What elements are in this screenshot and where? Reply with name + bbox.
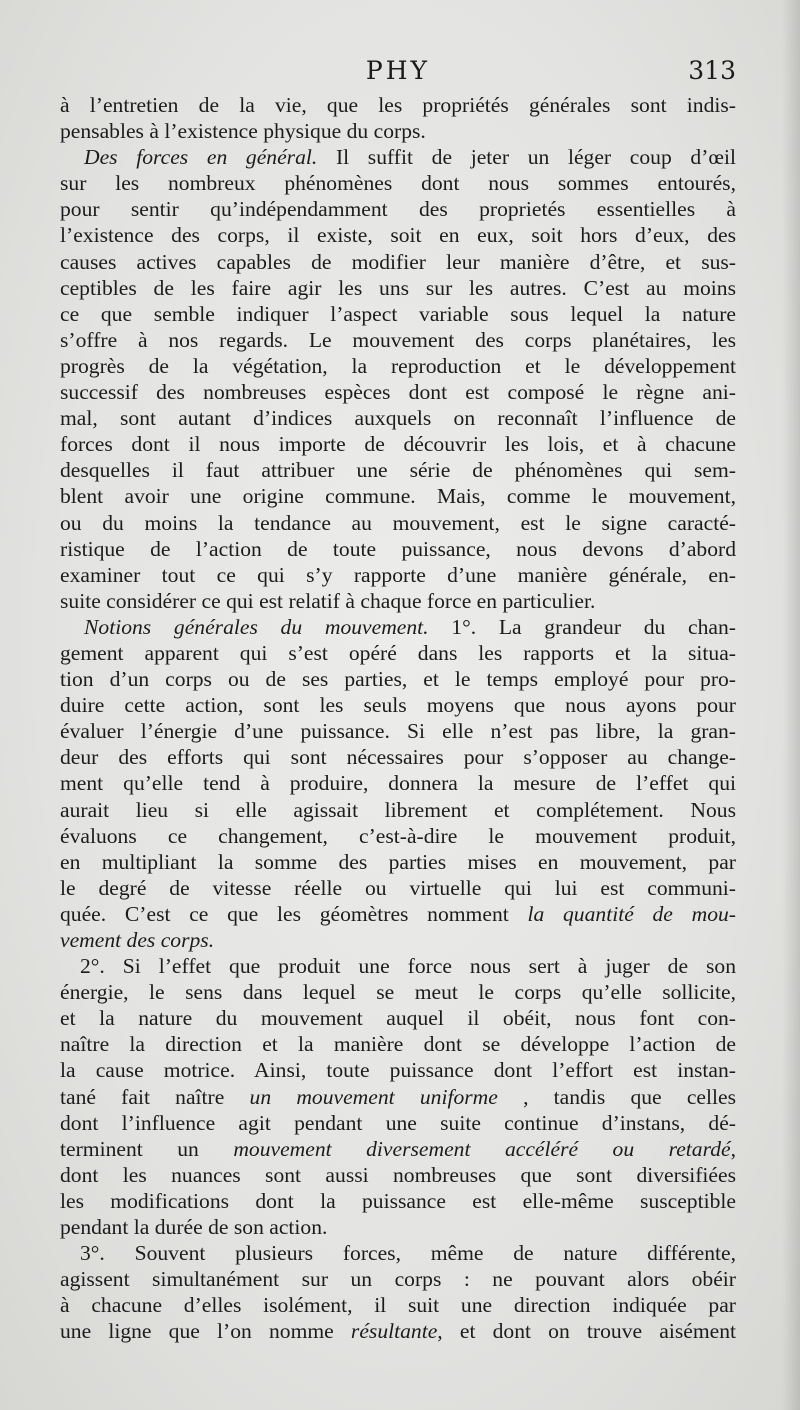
text-line: pensables à l’existence physique du corps.	[60, 119, 426, 144]
text-line	[60, 901, 736, 927]
text-line: énergie, le sens dans lequel se meut le corps qu’elle sollicite,	[60, 980, 736, 1005]
text-line: blent avoir une origine commune. Mais, comme le mouvement,	[60, 484, 736, 509]
text-line: suite considérer ce qui est relatif à chaque force en particulier.	[60, 588, 596, 613]
text-line: la cause motrice. Ainsi, toute puissance dont l’effort est instan-	[60, 1058, 736, 1083]
italic-term-uniforme: un mouvement uniforme	[249, 1084, 498, 1109]
text-line: ce que semble indiquer l’aspect variable sous lequel la nature	[60, 301, 736, 326]
section-heading-notions: Notions générales du mouvement.	[84, 614, 429, 639]
page-number: 313	[688, 56, 736, 85]
text-line: deur des efforts qui sont nécessaires pour s’opposer au change-	[60, 745, 736, 770]
text-line: forces dont il nous importe de découvrir les lois, et à chacune	[60, 432, 736, 457]
text-line: agissent simultanément sur un corps : ne pouvant alors obéir	[60, 1267, 736, 1292]
text-line: s’offre à nos regards. Le mouvement des corps planétaires, les	[60, 327, 736, 352]
text-line: naître la direction et la manière dont se développe l’action de	[60, 1032, 736, 1057]
text-line: dont les nuances sont aussi nombreuses que sont diversifiées	[60, 1162, 736, 1187]
italic-term-quantite: la quantité de mou-	[527, 901, 736, 926]
text-line	[60, 144, 736, 170]
text-run: ,	[730, 1136, 736, 1161]
text-line: examiner tout ce qui s’y rapporte d’une manière générale, en-	[60, 562, 736, 587]
text-line: pendant la durée de son action.	[60, 1215, 328, 1240]
text-run: Il suffit de jeter un léger coup d’œil	[335, 145, 736, 170]
text-line: desquelles il faut attribuer une série de phénomènes qui sem-	[60, 458, 736, 483]
running-head-title: PHY	[365, 56, 431, 85]
text-run: quée. C’est ce que les géomètres nomment	[60, 901, 509, 926]
text-run: , et dont on trouve aisément	[437, 1319, 736, 1344]
text-line: aurait lieu si elle agissait librement et complétement. Nous	[60, 797, 736, 822]
text-line: ceptibles de les faire agir les uns sur les autres. C’est au moins	[60, 275, 736, 300]
text-line: à l’entretien de la vie, que les propriétés générales sont indis-	[60, 93, 736, 117]
text-line: et la nature du mouvement auquel il obéit, nous font con-	[60, 1006, 736, 1031]
text-line: successif des nombreuses espèces dont est composé le règne ani-	[60, 380, 736, 405]
text-line: 2°. Si l’effet que produit une force nous sert à juger de son	[80, 954, 736, 979]
text-line: gement apparent qui s’est opéré dans les rapports et la situa-	[60, 640, 736, 665]
text-line: ment qu’elle tend à produire, donnera la mesure de l’effet qui	[60, 771, 736, 796]
text-run: une ligne que l’on nomme	[60, 1319, 334, 1344]
text-line: en multipliant la somme des parties mises en mouvement, par	[60, 849, 736, 874]
section-heading-forces: Des forces en général.	[84, 145, 318, 170]
text-line: progrès de la végétation, la reproduction et le développement	[60, 353, 736, 378]
text-line: tion d’un corps ou de ses parties, et le temps employé pour pro-	[60, 667, 736, 692]
text-run: , tandis que celles	[523, 1084, 736, 1109]
italic-term-diversement: mouvement diversement accéléré ou retardé	[233, 1136, 731, 1161]
text-line: évaluons ce changement, c’est-à-dire le mouvement produit,	[60, 823, 736, 848]
text-line	[60, 1136, 736, 1162]
text-line: à chacune d’elles isolément, il suit une direction indiquée par	[60, 1293, 736, 1318]
text-line: le degré de vitesse réelle ou virtuelle qui lui est communi-	[60, 875, 736, 900]
text-line: 3°. Souvent plusieurs forces, même de nature différente,	[80, 1241, 736, 1266]
running-head	[60, 56, 736, 92]
text-line: mal, sont autant d’indices auxquels on reconnaît l’influence de	[60, 406, 736, 431]
body-text	[60, 92, 736, 1345]
italic-term-resultante: résultante	[350, 1319, 438, 1344]
text-line	[60, 614, 736, 640]
text-line: duire cette action, sont les seuls moyens que nous ayons pour	[60, 693, 736, 718]
text-line	[60, 1084, 736, 1110]
text-run: terminent un	[60, 1136, 199, 1161]
italic-term-quantite-cont: vement des corps.	[60, 928, 215, 952]
text-line: l’existence des corps, il existe, soit en eux, soit hors d’eux, des	[60, 223, 736, 248]
text-line: les modifications dont la puissance est elle-même susceptible	[60, 1188, 736, 1213]
text-line: évaluer l’énergie d’une puissance. Si elle n’est pas libre, la gran-	[60, 719, 736, 744]
text-line: ou du moins la tendance au mouvement, est le signe caracté-	[60, 510, 736, 535]
text-line	[60, 1318, 736, 1344]
text-line: sur les nombreux phénomènes dont nous sommes entourés,	[60, 171, 736, 196]
text-line: ristique de l’action de toute puissance, nous devons d’abord	[60, 536, 736, 561]
text-line	[60, 927, 736, 953]
text-line: causes actives capables de modifier leur manière d’être, et sus-	[60, 249, 736, 274]
text-line: dont l’influence agit pendant une suite continue d’instans, dé-	[60, 1110, 736, 1135]
text-line: pour sentir qu’indépendamment des proprietés essentielles à	[60, 197, 736, 222]
text-run: tané fait naître	[60, 1084, 225, 1109]
text-run: 1°. La grandeur du chan-	[451, 614, 736, 639]
